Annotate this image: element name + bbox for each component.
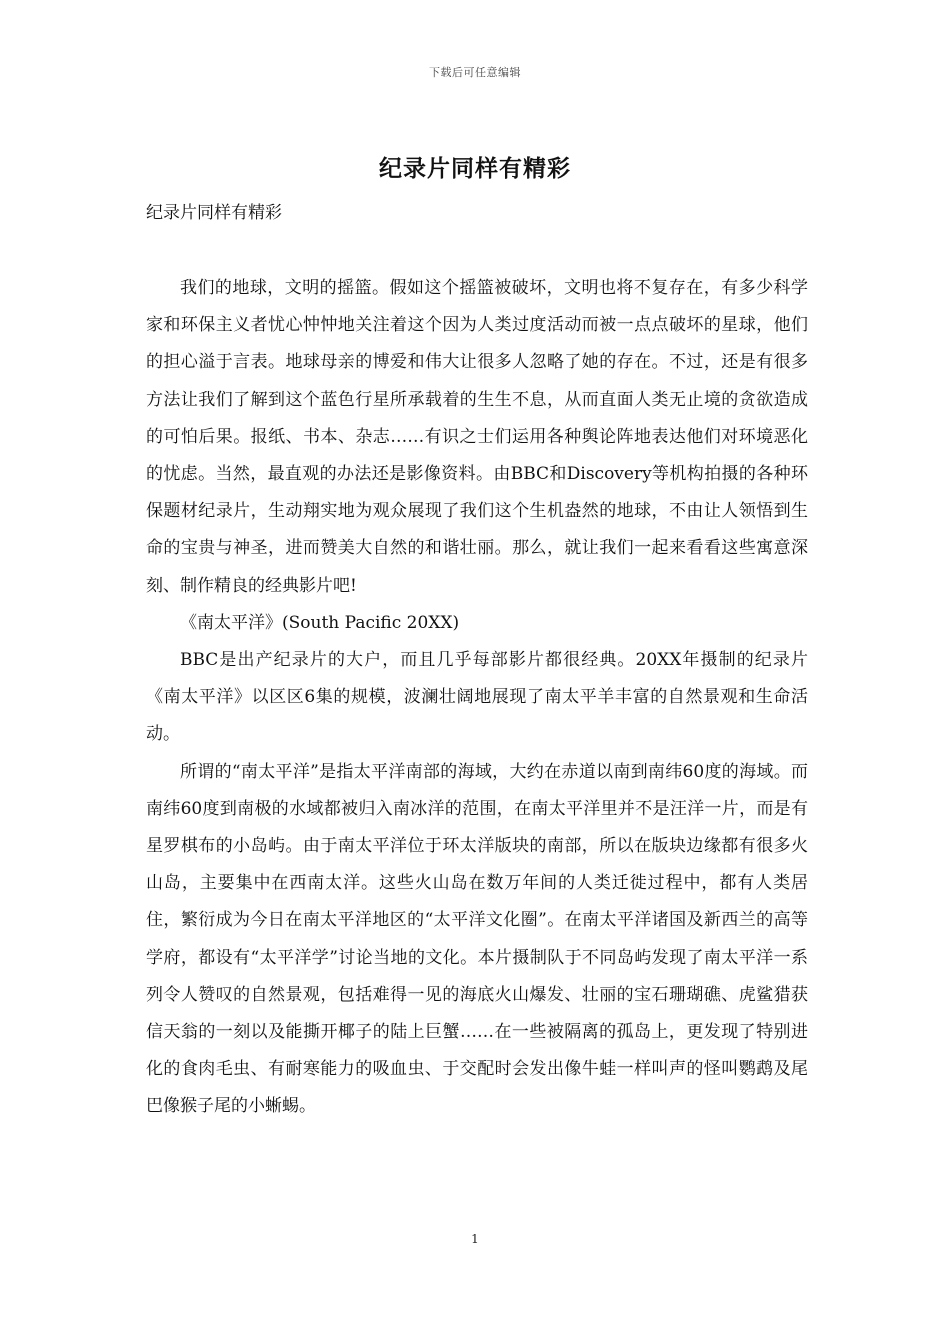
document-subtitle: 纪录片同样有精彩 — [146, 203, 282, 223]
page-number: 1 — [471, 1232, 479, 1246]
section-heading-south-pacific: 《南太平洋》(South Pacific 20XX) — [180, 612, 460, 633]
paragraph-south-pacific-description: 所谓的“南太平洋”是指太平洋南部的海域，大约在赤道以南到南纬60度的海域。而南纬60度到南极的水域都被归入南冰洋的范围，在南太平洋里并不是汪洋一片，而是有星罗棋布的小岛屿。由于南太平洋位于环太洋版块的南部，所以在版块边缘都有很多火山岛，主要集中在西南太洋。这些火山岛在数万年间的人类迁徙过程中，都有人类居住，繁衍成为今日在南太平洋地区的“太平洋文化圈”。在南太平洋诸国及新西兰的高等学府，都设有“太平洋学”讨论当地的文化。本片摄制队于不同岛屿发现了南太平洋一系列令人赞叹的自然景观，包括难得一见的海底火山爆发、壮丽的宝石珊瑚礁、虎鲨猎获信天翁的一刻以及能撕开椰子的陆上巨蟹……在一些被隔离的孤岛上，更发现了特别进化的食肉毛虫、有耐寒能力的吸血虫、于交配时会发出像牛蛙一样叫声的怪叫鹦鹉及尾巴像猴子尾的小蜥蜴。 — [146, 761, 808, 1117]
page-header-note: 下载后可任意编辑 — [429, 66, 521, 79]
paragraph-intro: 我们的地球，文明的摇篮。假如这个摇篮被破坏，文明也将不复存在，有多少科学家和环保主义者忧心忡忡地关注着这个因为人类过度活动而被一点点破坏的星球，他们的担心溢于言表。地球母亲的博爱和伟大让很多人忽略了她的存在。不过，还是有很多方法让我们了解到这个蓝色行星所承载着的生生不息，从而直面人类无止境的贪欲造成的可怕后果。报纸、书本、杂志……有识之士们运用各种舆论阵地表达他们对环境恶化的忧虑。当然，最直观的办法还是影像资料。由BBC和Discovery等机构拍摄的各种环保题材纪录片，生动翔实地为观众展现了我们这个生机盎然的地球，不由让人领悟到生命的宝贵与神圣，进而赞美大自然的和谐壮丽。那么，就让我们一起来看看这些寓意深刻、制作精良的经典影片吧! — [146, 278, 808, 596]
document-body — [146, 270, 808, 1126]
document-title: 纪录片同样有精彩 — [379, 155, 571, 182]
paragraph-bbc: BBC是出产纪录片的大户，而且几乎每部影片都很经典。20XX年摄制的纪录片《南太平洋》以区区6集的规模，波澜壮阔地展现了南太平羊丰富的自然景观和生命活动。 — [146, 650, 808, 745]
